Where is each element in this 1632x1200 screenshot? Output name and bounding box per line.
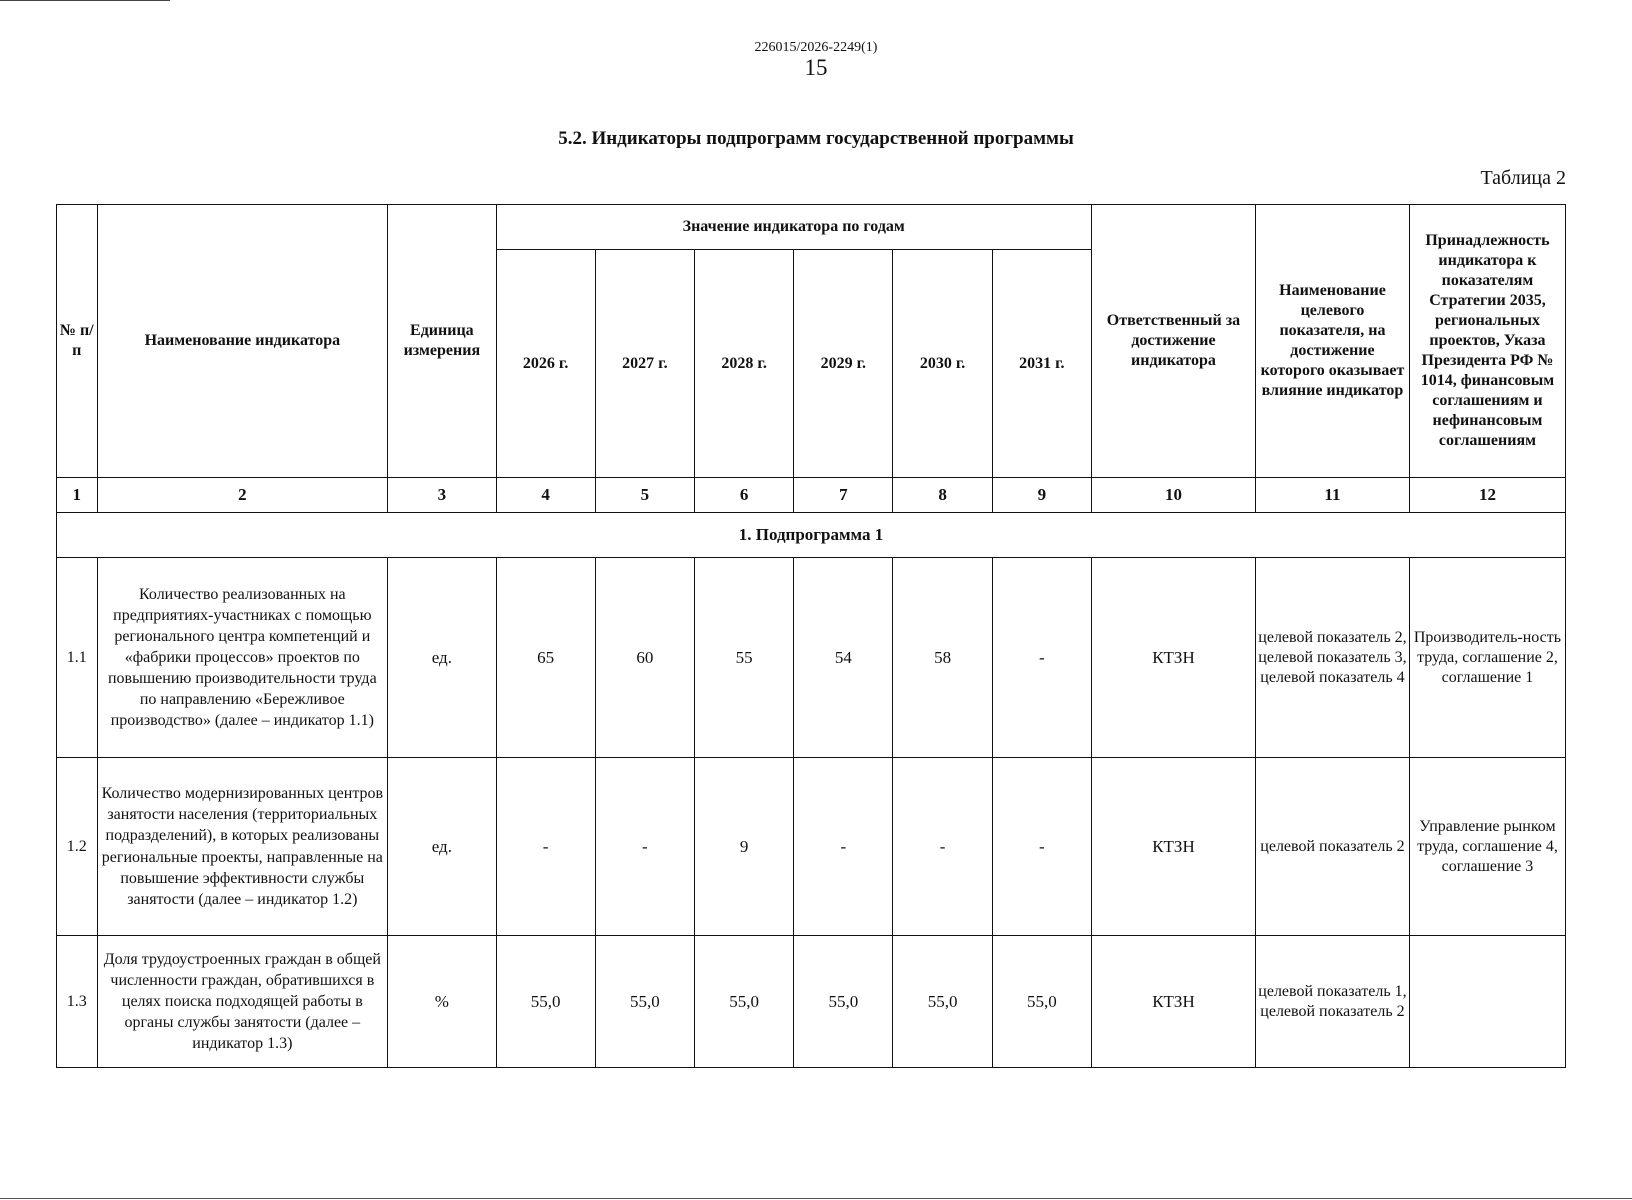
header-target-indicator: Наименование целевого показателя, на достижение которого оказывает влияние индикатор: [1256, 205, 1410, 478]
column-number-row: [57, 478, 1566, 513]
column-number: 5: [595, 478, 694, 513]
value-cell: 55: [694, 558, 793, 758]
value-cell: 65: [496, 558, 595, 758]
header-number: № п/п: [57, 205, 98, 478]
responsible-cell: КТЗН: [1091, 936, 1255, 1068]
column-number: 3: [388, 478, 496, 513]
value-cell: -: [992, 758, 1091, 936]
column-number: 9: [992, 478, 1091, 513]
belonging-cell: [1409, 936, 1565, 1068]
responsible-cell: КТЗН: [1091, 558, 1255, 758]
table-row: [57, 558, 1566, 758]
value-cell: 55,0: [794, 936, 893, 1068]
value-cell: -: [992, 558, 1091, 758]
table-label: Таблица 2: [1480, 167, 1566, 189]
value-cell: 60: [595, 558, 694, 758]
value-cell: 55,0: [893, 936, 992, 1068]
target-indicator-cell: целевой показатель 1, целевой показатель 2: [1256, 936, 1410, 1068]
row-number: 1.1: [57, 558, 98, 758]
header-year: 2029 г.: [794, 250, 893, 478]
indicator-name: Количество модернизированных центров занятости населения (территориальных подразделений), в которых реализованы региональные проекты, направленные на повышение эффективности службы занятости (далее – индикатор 1.2): [97, 758, 388, 936]
header-unit: Единица измерения: [388, 205, 496, 478]
unit-cell: ед.: [388, 558, 496, 758]
belonging-cell: Производитель-ность труда, соглашение 2, соглашение 1: [1409, 558, 1565, 758]
column-number: 12: [1409, 478, 1565, 513]
unit-cell: %: [388, 936, 496, 1068]
subprogram-row: [57, 513, 1566, 558]
value-cell: 58: [893, 558, 992, 758]
header-year: 2026 г.: [496, 250, 595, 478]
column-number: 2: [97, 478, 388, 513]
table-row: [57, 936, 1566, 1068]
value-cell: -: [893, 758, 992, 936]
section-title: 5.2. Индикаторы подпрограмм государственной программы: [558, 128, 1074, 149]
header-values-by-year: Значение индикатора по годам: [496, 205, 1091, 250]
header-responsible: Ответственный за достижение индикатора: [1091, 205, 1255, 478]
page-number: 15: [804, 55, 828, 80]
value-cell: -: [595, 758, 694, 936]
header-belonging: Принадлежность индикатора к показателям Стратегии 2035, региональных проектов, Указа Президента РФ № 1014, финансовым соглашениям и нефинансовым соглашениям: [1409, 205, 1565, 478]
value-cell: 55,0: [992, 936, 1091, 1068]
value-cell: 9: [694, 758, 793, 936]
column-number: 4: [496, 478, 595, 513]
target-indicator-cell: целевой показатель 2, целевой показатель 3, целевой показатель 4: [1256, 558, 1410, 758]
column-number: 6: [694, 478, 793, 513]
table-row: [57, 758, 1566, 936]
target-indicator-cell: целевой показатель 2: [1256, 758, 1410, 936]
header-year: 2027 г.: [595, 250, 694, 478]
column-number: 8: [893, 478, 992, 513]
header-year: 2030 г.: [893, 250, 992, 478]
column-number: 10: [1091, 478, 1255, 513]
indicator-name: Количество реализованных на предприятиях-участниках с помощью регионального центра компетенций и «фабрики процессов» проектов по повышению производительности труда по направлению «Бережливое производство» (далее – индикатор 1.1): [97, 558, 388, 758]
scan-edge-line: [0, 0, 170, 1]
column-number: 11: [1256, 478, 1410, 513]
unit-cell: ед.: [388, 758, 496, 936]
value-cell: -: [496, 758, 595, 936]
header-row: [57, 205, 1566, 250]
document-code: 226015/2026-2249(1): [754, 40, 878, 55]
indicators-table: [56, 204, 1566, 1068]
scan-edge-line: [0, 1198, 1632, 1199]
value-cell: 55,0: [595, 936, 694, 1068]
subprogram-title: 1. Подпрограмма 1: [57, 513, 1566, 558]
header-year: 2028 г.: [694, 250, 793, 478]
responsible-cell: КТЗН: [1091, 758, 1255, 936]
row-number: 1.2: [57, 758, 98, 936]
header-year: 2031 г.: [992, 250, 1091, 478]
value-cell: 55,0: [694, 936, 793, 1068]
column-number: 7: [794, 478, 893, 513]
belonging-cell: Управление рынком труда, соглашение 4, соглашение 3: [1409, 758, 1565, 936]
value-cell: 55,0: [496, 936, 595, 1068]
column-number: 1: [57, 478, 98, 513]
header-indicator-name: Наименование индикатора: [97, 205, 388, 478]
value-cell: 54: [794, 558, 893, 758]
indicator-name: Доля трудоустроенных граждан в общей численности граждан, обратившихся в целях поиска подходящей работы в органы службы занятости (далее – индикатор 1.3): [97, 936, 388, 1068]
value-cell: -: [794, 758, 893, 936]
row-number: 1.3: [57, 936, 98, 1068]
